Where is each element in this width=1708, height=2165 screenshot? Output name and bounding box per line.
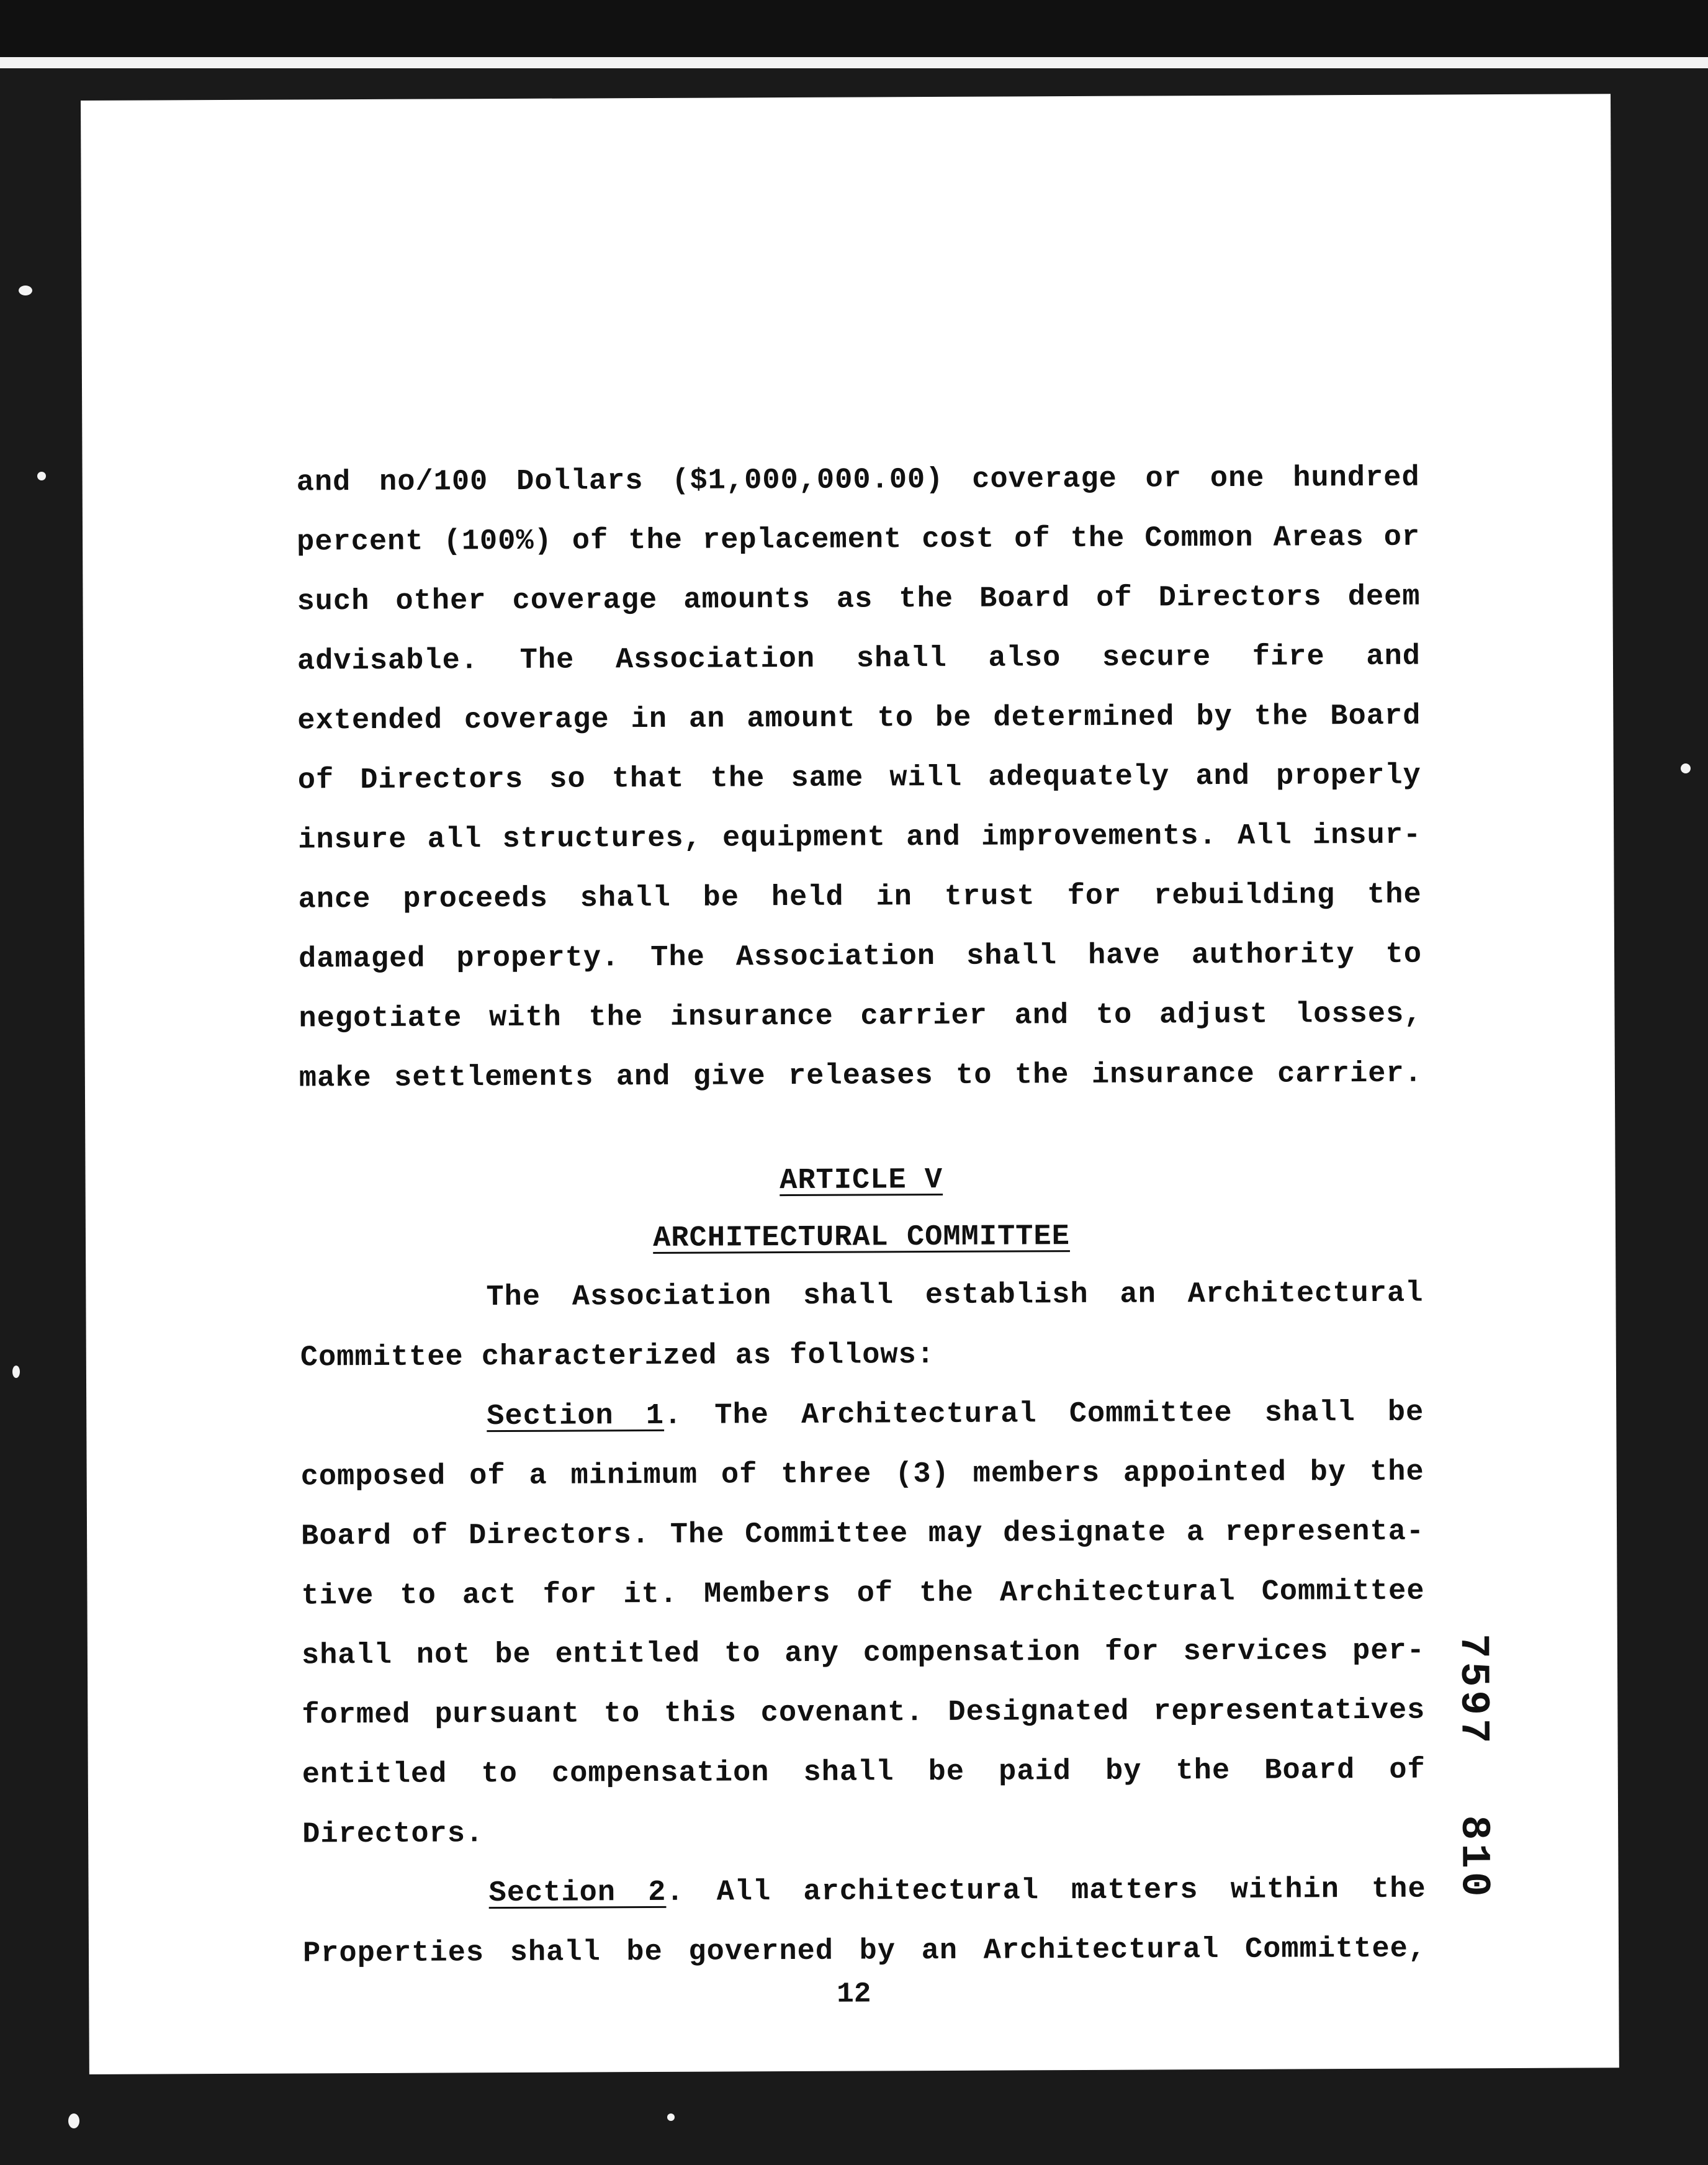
text-line: insure all structures, equipment and improvements. All insur- <box>298 819 1422 857</box>
section-1-first-line <box>300 1384 1424 1448</box>
text-line: such other coverage amounts as the Board of Directors deem <box>297 580 1421 619</box>
text-line: negotiate with the insurance carrier and to adjust losses, <box>299 997 1423 1036</box>
text-line: and no/100 Dollars ($1,000,000.00) coverage or one hundred <box>296 461 1420 500</box>
scan-speck <box>12 1366 20 1378</box>
text-line: formed pursuant to this covenant. Designated representatives <box>302 1694 1426 1732</box>
scan-edge-strip <box>0 57 1708 68</box>
section-2-first-line-text: . All architectural matters within the <box>666 1873 1426 1909</box>
text-line: of Directors so that the same will adequately and properly <box>297 759 1421 798</box>
section-1-first-line-text: . The Architectural Committee shall be <box>663 1396 1424 1433</box>
text-line: extended coverage in an amount to be determined by the Board <box>297 700 1421 738</box>
text-line: advisable. The Association shall also secure fire and <box>297 640 1421 678</box>
scan-speck <box>1681 763 1691 773</box>
page-number: 12 <box>837 1978 871 2010</box>
text-line: damaged property. The Association shall have authority to <box>298 938 1423 976</box>
text-line: shall not be entitled to any compensation for services per- <box>301 1634 1426 1673</box>
article-block <box>299 1150 1426 1984</box>
text-line: Directors. <box>302 1817 484 1852</box>
article-heading: ARTICLE V <box>780 1163 943 1198</box>
stamp-book-number: 7597 <box>1449 1634 1497 1747</box>
text-line: Board of Directors. The Committee may designate a representa- <box>300 1515 1425 1554</box>
document-page <box>81 94 1619 2074</box>
scan-speck <box>19 286 32 295</box>
scan-speck <box>68 2113 79 2128</box>
stamp-page-number: 810 <box>1450 1815 1498 1901</box>
text-line: make settlements and give releases to the insurance carrier. <box>299 1057 1423 1096</box>
section-1-label: Section 1 <box>487 1399 665 1434</box>
text-line: percent (100%) of the replacement cost of the Common Areas or <box>296 521 1421 559</box>
scan-speck <box>667 2113 675 2121</box>
scan-border-top <box>0 0 1708 62</box>
scan-speck <box>37 472 46 480</box>
text-line: Properties shall be governed by an Architectural Committee, <box>302 1932 1427 1971</box>
text-line: entitled to compensation shall be paid by the Board of <box>302 1753 1426 1792</box>
text-line: Committee characterized as follows: <box>300 1339 935 1375</box>
text-line: ance proceeds shall be held in trust for rebuilding the <box>298 878 1422 917</box>
text-line: composed of a minimum of three (3) members appointed by the <box>300 1456 1424 1494</box>
section-2-label: Section 2 <box>488 1876 667 1911</box>
text-line: The Association shall establish an Architectural <box>486 1277 1424 1315</box>
recording-stamp <box>1450 1634 1498 1901</box>
section-2-first-line <box>302 1860 1426 1925</box>
text-line: tive to act for it. Members of the Architectural Committee <box>301 1575 1425 1613</box>
insurance-paragraph <box>296 449 1423 1109</box>
article-title: ARCHITECTURAL COMMITTEE <box>653 1220 1070 1255</box>
